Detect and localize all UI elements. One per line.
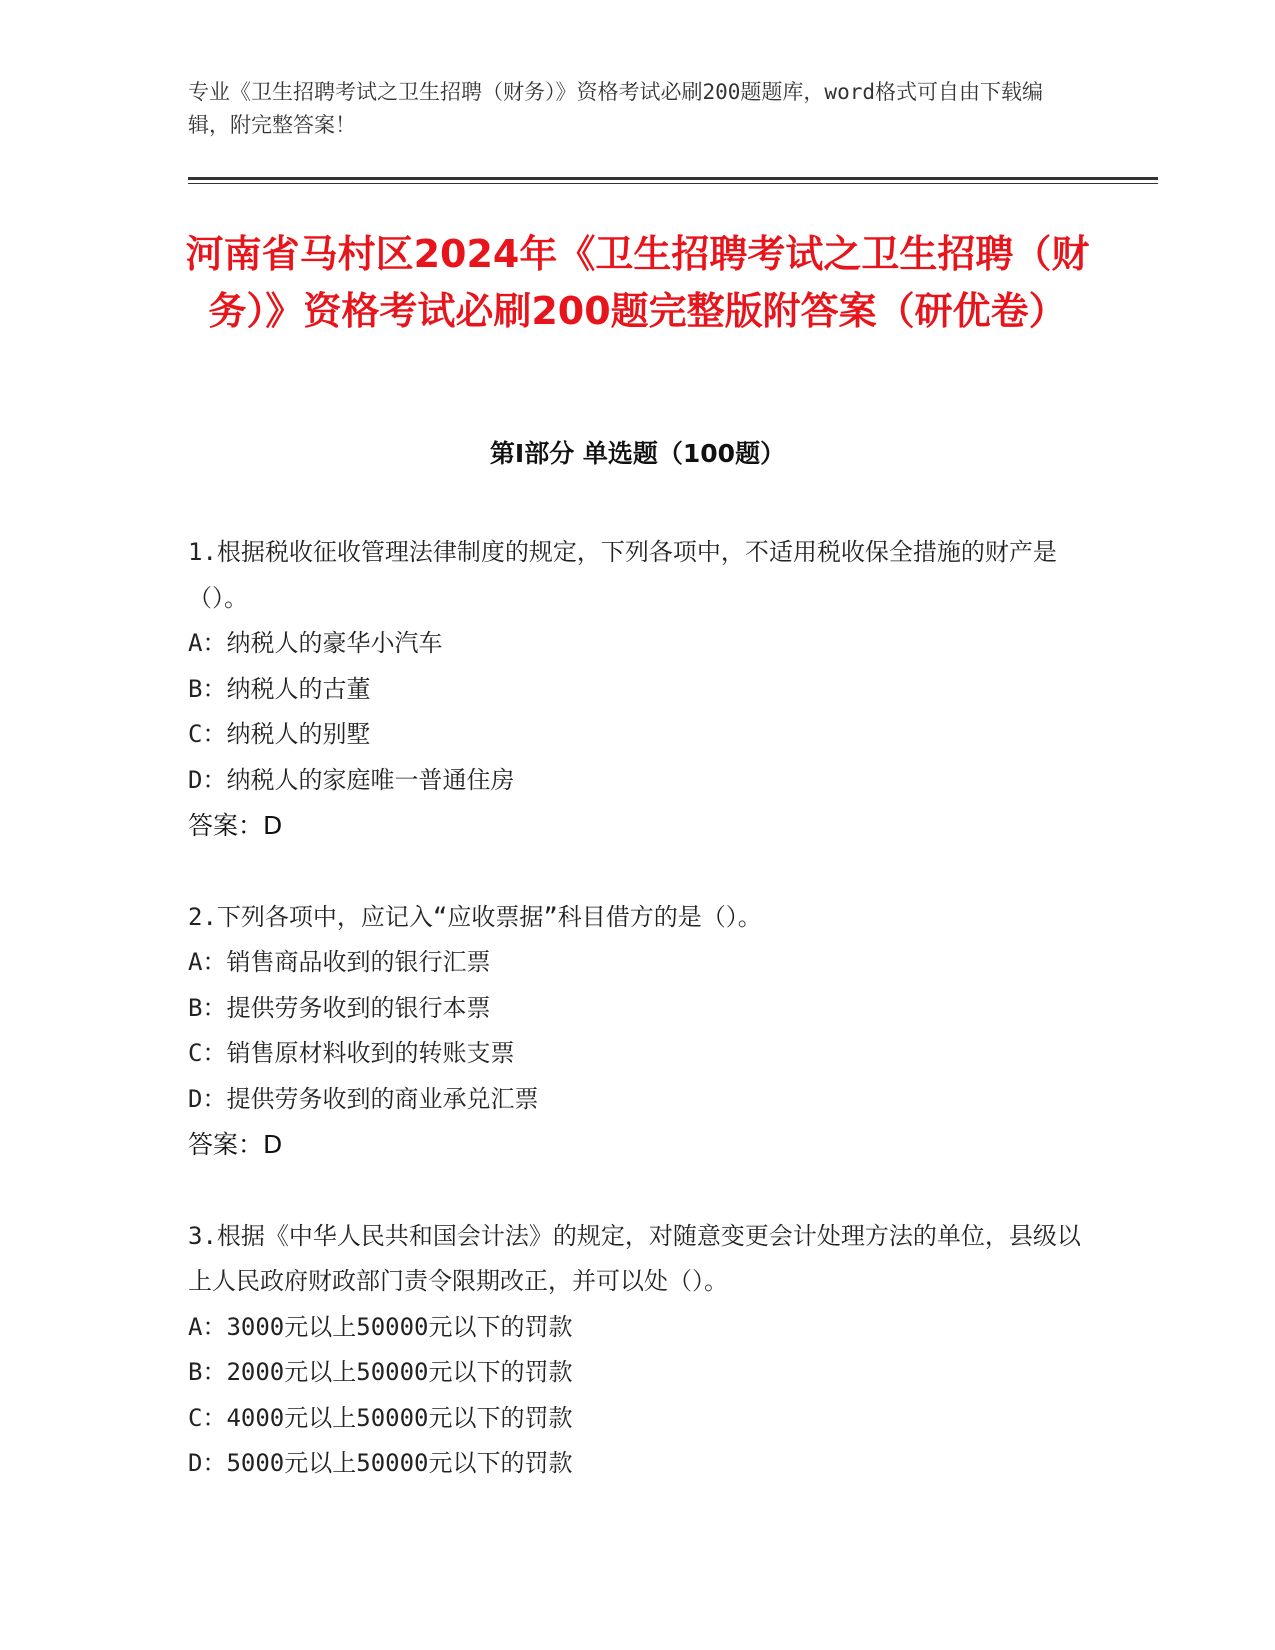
header-rule-thick [188, 177, 1158, 180]
section-title: 第I部分 单选题（100题） [489, 439, 786, 468]
question-stem: 3.根据《中华人民共和国会计法》的规定，对随意变更会计处理方法的单位，县级以上人民政府财政部门责令限期改正，并可以处（）。 [188, 1221, 1081, 1295]
option-d: D：5000元以上50000元以下的罚款 [188, 1449, 573, 1477]
option-a: A：销售商品收到的银行汇票 [188, 948, 491, 976]
option-d: D：纳税人的家庭唯一普通住房 [188, 765, 515, 794]
answer: 答案：D [188, 1130, 283, 1159]
question-1 [188, 530, 1088, 849]
option-a: A：3000元以上50000元以下的罚款 [188, 1312, 573, 1341]
option-c: C：销售原材料收到的转账支票 [188, 1039, 515, 1067]
question-stem: 1.根据税收征收管理法律制度的规定，下列各项中，不适用税收保全措施的财产是（）。 [188, 538, 1057, 612]
option-c: C：纳税人的别墅 [188, 720, 371, 748]
option-b: B：纳税人的古董 [188, 674, 371, 703]
question-stem: 2.下列各项中，应记入“应收票据”科目借方的是（）。 [188, 902, 762, 931]
document-title: 河南省马村区2024年《卫生招聘考试之卫生招聘（财务）》资格考试必刷200题完整版附答案（研优卷） [185, 232, 1090, 333]
answer: 答案：D [188, 811, 283, 840]
option-a: A：纳税人的豪华小汽车 [188, 629, 443, 657]
header-note: 专业《卫生招聘考试之卫生招聘（财务）》资格考试必刷200题题库，word格式可自由下载编辑，附完整答案！ [188, 80, 1043, 137]
option-b: B：提供劳务收到的银行本票 [188, 993, 491, 1022]
option-b: B：2000元以上50000元以下的罚款 [188, 1358, 573, 1386]
option-d: D：提供劳务收到的商业承兑汇票 [188, 1084, 539, 1113]
question-list [188, 530, 1088, 1533]
question-3 [188, 1214, 1088, 1487]
option-c: C：4000元以上50000元以下的罚款 [188, 1403, 573, 1432]
header-rule-thin [188, 183, 1158, 184]
question-2 [188, 895, 1088, 1168]
